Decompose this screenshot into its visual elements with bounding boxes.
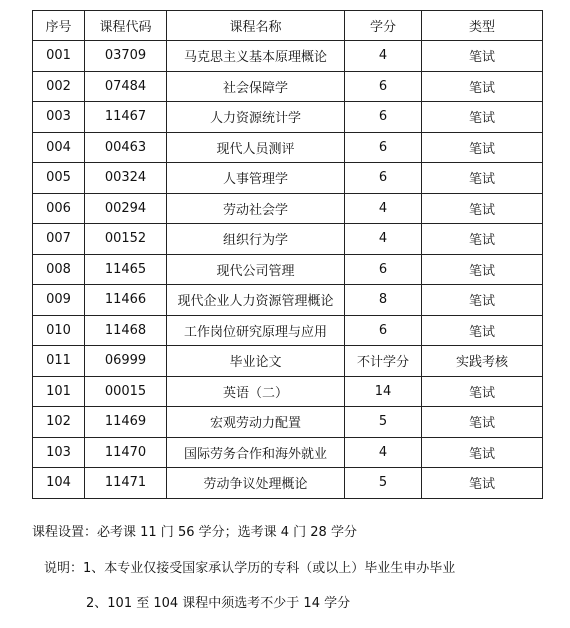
cell-type: 笔试 (422, 163, 543, 194)
table-row (33, 41, 543, 72)
cell-index: 101 (33, 376, 85, 407)
cell-index: 103 (33, 437, 85, 468)
table-row (33, 376, 543, 407)
cell-code: 11467 (85, 102, 167, 133)
cell-type: 笔试 (422, 71, 543, 102)
cell-name: 马克思主义基本原理概论 (167, 41, 345, 72)
cell-type: 笔试 (422, 437, 543, 468)
cell-name: 毕业论文 (167, 346, 345, 377)
cell-code: 00015 (85, 376, 167, 407)
cell-code: 06999 (85, 346, 167, 377)
cell-name: 人事管理学 (167, 163, 345, 194)
cell-credit: 6 (345, 71, 422, 102)
cell-credit: 4 (345, 193, 422, 224)
table-row (33, 163, 543, 194)
cell-index: 001 (33, 41, 85, 72)
cell-index: 007 (33, 224, 85, 255)
header-cell-type: 类型 (422, 11, 543, 41)
cell-index: 104 (33, 468, 85, 499)
cell-index: 008 (33, 254, 85, 285)
cell-name: 英语（二） (167, 376, 345, 407)
cell-code: 11468 (85, 315, 167, 346)
cell-credit: 6 (345, 132, 422, 163)
cell-code: 11465 (85, 254, 167, 285)
cell-credit: 4 (345, 224, 422, 255)
cell-index: 010 (33, 315, 85, 346)
cell-index: 004 (33, 132, 85, 163)
remark-line-1: 说明：1、本专业仅接受国家承认学历的专科（或以上）毕业生申办毕业 (44, 561, 456, 576)
cell-name: 现代企业人力资源管理概论 (167, 285, 345, 316)
cell-credit: 4 (345, 437, 422, 468)
cell-type: 笔试 (422, 376, 543, 407)
remark-line-2: 2、101 至 104 课程中须选考不少于 14 学分 (86, 596, 351, 611)
cell-credit: 6 (345, 102, 422, 133)
cell-name: 现代人员测评 (167, 132, 345, 163)
table-row (33, 468, 543, 499)
cell-type: 笔试 (422, 102, 543, 133)
cell-code: 11471 (85, 468, 167, 499)
cell-index: 002 (33, 71, 85, 102)
cell-type: 笔试 (422, 41, 543, 72)
cell-index: 003 (33, 102, 85, 133)
table-row (33, 315, 543, 346)
header-cell-code: 课程代码 (85, 11, 167, 41)
cell-credit: 5 (345, 407, 422, 438)
course-table (32, 10, 543, 499)
cell-code: 00152 (85, 224, 167, 255)
cell-code: 00463 (85, 132, 167, 163)
table-row (33, 132, 543, 163)
cell-name: 劳动争议处理概论 (167, 468, 345, 499)
cell-index: 005 (33, 163, 85, 194)
cell-credit: 6 (345, 163, 422, 194)
table-row (33, 71, 543, 102)
cell-type: 笔试 (422, 224, 543, 255)
table-row (33, 437, 543, 468)
cell-name: 现代公司管理 (167, 254, 345, 285)
cell-name: 宏观劳动力配置 (167, 407, 345, 438)
cell-type: 笔试 (422, 132, 543, 163)
cell-credit: 6 (345, 254, 422, 285)
cell-type: 笔试 (422, 407, 543, 438)
cell-type: 实践考核 (422, 346, 543, 377)
cell-credit: 5 (345, 468, 422, 499)
cell-credit: 6 (345, 315, 422, 346)
cell-name: 组织行为学 (167, 224, 345, 255)
table-row (33, 193, 543, 224)
cell-code: 07484 (85, 71, 167, 102)
table-row (33, 407, 543, 438)
cell-index: 102 (33, 407, 85, 438)
table-header-row (33, 11, 543, 41)
cell-index: 009 (33, 285, 85, 316)
table-row (33, 285, 543, 316)
cell-type: 笔试 (422, 285, 543, 316)
cell-type: 笔试 (422, 254, 543, 285)
table-row (33, 346, 543, 377)
cell-code: 11469 (85, 407, 167, 438)
cell-code: 00294 (85, 193, 167, 224)
table-row (33, 254, 543, 285)
cell-credit: 不计学分 (345, 346, 422, 377)
cell-type: 笔试 (422, 193, 543, 224)
cell-credit: 4 (345, 41, 422, 72)
cell-name: 工作岗位研究原理与应用 (167, 315, 345, 346)
cell-name: 人力资源统计学 (167, 102, 345, 133)
table-row (33, 224, 543, 255)
cell-credit: 8 (345, 285, 422, 316)
cell-name: 国际劳务合作和海外就业 (167, 437, 345, 468)
table-row (33, 102, 543, 133)
cell-name: 劳动社会学 (167, 193, 345, 224)
cell-type: 笔试 (422, 315, 543, 346)
header-cell-credit: 学分 (345, 11, 422, 41)
cell-code: 11470 (85, 437, 167, 468)
cell-type: 笔试 (422, 468, 543, 499)
cell-name: 社会保障学 (167, 71, 345, 102)
cell-credit: 14 (345, 376, 422, 407)
table-body (33, 41, 543, 499)
cell-code: 03709 (85, 41, 167, 72)
cell-code: 11466 (85, 285, 167, 316)
cell-index: 006 (33, 193, 85, 224)
cell-index: 011 (33, 346, 85, 377)
course-setting-note: 课程设置：必考课 11 门 56 学分；选考课 4 门 28 学分 (32, 525, 357, 540)
header-cell-index: 序号 (33, 11, 85, 41)
cell-code: 00324 (85, 163, 167, 194)
header-cell-name: 课程名称 (167, 11, 345, 41)
